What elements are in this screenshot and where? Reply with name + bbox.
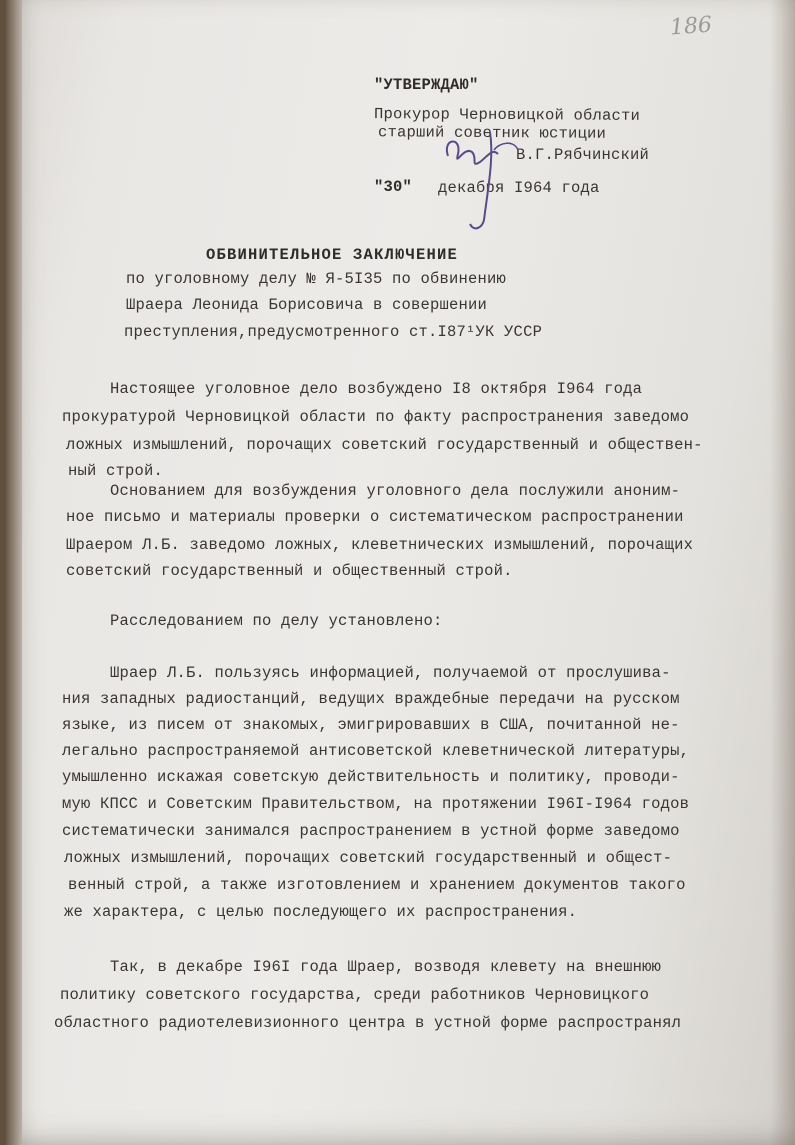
p1-line-2: прокуратурой Черновицкой области по факту распространения заведомо [62, 408, 690, 426]
p2-line-3: Шраером Л.Б. заведомо ложных, клеветнических измышлений, порочащих [66, 536, 694, 554]
p5-line-2: политику советского государства, среди работников Черновицкого [60, 986, 650, 1004]
approval-title: "УТВЕРЖДАЮ" [374, 76, 479, 94]
p2-line-4: советский государственный и общественный строй. [66, 562, 513, 580]
p4-line-8: ложных измышлений, порочащих советский государственный и общест- [64, 849, 673, 867]
p1-line-3: ложных измышлений, порочащих советский государственный и обществен- [66, 436, 703, 454]
p4-line-3: языке, из писем от знакомых, эмигрировавших в США, почитанной не- [62, 716, 680, 734]
p5-line-3: областного радиотелевизионного центра в устной форме распространял [54, 1014, 682, 1032]
p1-line-4: ный строй. [68, 462, 164, 480]
approval-name: В.Г.Рябчинский [516, 146, 650, 164]
document-title: ОБВИНИТЕЛЬНОЕ ЗАКЛЮЧЕНИЕ [206, 246, 459, 264]
p2-line-1: Основанием для возбуждения уголовного дела послужили аноним- [110, 482, 681, 500]
p3-line: Расследованием по делу установлено: [110, 612, 443, 630]
signature-mark [434, 128, 544, 238]
approval-line-2: старший советник юстиции [377, 123, 607, 143]
p5-line-1: Так, в декабре I96I года Шраер, возводя клевету на внешнюю [110, 958, 662, 976]
p2-line-2: ное письмо и материалы проверки о систематическом распространении [66, 508, 684, 526]
p4-line-1: Шраер Л.Б. пользуясь информацией, получаемой от прослушива- [110, 664, 671, 682]
folio-number: 186 [669, 12, 713, 41]
p4-line-7: систематически занимался распространением в устной форме заведомо [62, 822, 680, 840]
p4-line-10: же характера, с целью последующего их распространения. [64, 903, 578, 921]
p4-line-4: легально распространяемой антисоветской клеветнической литературы, [62, 742, 690, 760]
p4-line-5: умышленно искажая советскую действительность и политику, проводи- [62, 768, 680, 786]
binding-edge [6, 0, 22, 1145]
p4-line-2: ния западных радиостанций, ведущих враждебные передачи на русском [62, 690, 680, 708]
p1-line-1: Настоящее уголовное дело возбуждено I8 октября I964 года [110, 380, 643, 398]
approval-date-day: "30" [374, 178, 413, 196]
page-edge-shadow [770, 0, 795, 1145]
heading-line-1: по уголовному делу № Я-5I35 по обвинению [126, 270, 507, 288]
approval-date-rest: декабря I964 года [438, 179, 600, 197]
document-page [6, 0, 795, 1145]
heading-line-2: Шраера Леонида Борисовича в совершении [126, 296, 488, 314]
approval-line-1: Прокурор Черновицкой области [373, 105, 641, 125]
heading-line-3: преступления,предусмотренного ст.I87¹УК УССР [124, 323, 543, 341]
p4-line-9: венный строй, а также изготовлением и хранением документов такого [68, 876, 686, 894]
p4-line-6: мую КПСС и Советским Правительством, на протяжении I96I-I964 годов [62, 795, 690, 813]
